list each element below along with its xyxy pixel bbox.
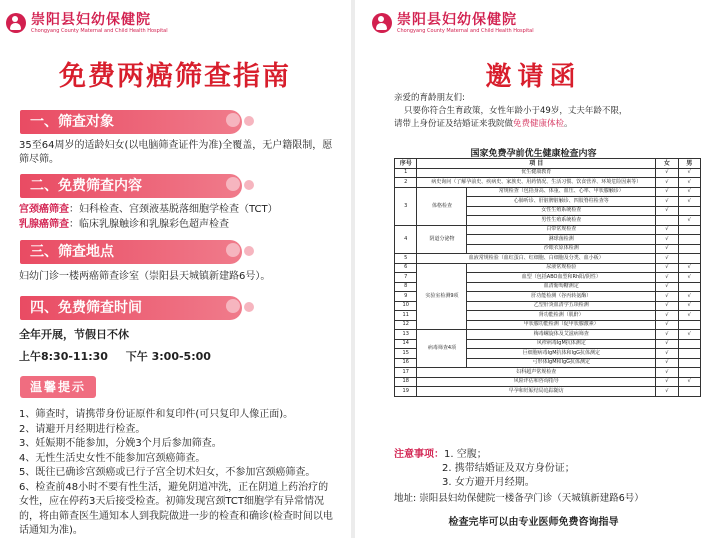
hospital-name-en: Chongyang County Maternal and Child Health Hospital [31,27,168,34]
male-check [678,387,700,397]
tip-item: 5、既往已确诊宫颈癌或已行子宫全切术妇女，不参加宫颈癌筛查。 [19,467,316,478]
decorative-circle-icon [226,299,240,313]
decorative-circle-icon [226,113,240,127]
table-row [395,187,701,197]
row-item: 女性生殖系统检查 [467,206,656,216]
row-group: 病毒筛查4项 [417,330,467,368]
hospital-name-en: Chongyang County Maternal and Child Health Hospital [397,27,534,34]
row-item: 血液常规检验（血红蛋白、红细胞、白细胞及分类、血小板） [417,254,656,264]
row-number: 5 [395,254,417,264]
intro-line-1: 只要你符合生育政策，女性年龄小于49岁，丈夫年龄不限， [404,106,628,116]
row-group: 实验室检测9项 [417,263,467,330]
exam-items-table [394,158,701,397]
row-item: 心肺听诊、肝脏脾脏触诊、四肢脊柱检查等 [467,197,656,207]
header-item: 项 目 [417,159,656,169]
hospital-logo-icon [372,13,392,33]
panel-divider [351,0,355,538]
female-check: √ [656,301,678,311]
female-check: √ [656,387,678,397]
tips-banner: 温馨提示 [20,376,96,398]
target-text: 35至64周岁的适龄妇女(以电脑筛查证件为准)全覆盖，无户籍限制，愿筛尽筛。 [19,140,333,165]
female-check: √ [656,292,678,302]
row-number: 18 [395,377,417,387]
male-check: √ [678,168,700,178]
table-row [395,368,701,378]
female-check: √ [656,254,678,264]
row-item: 乙型肝炎血清学五项检测 [467,301,656,311]
male-check [678,368,700,378]
row-item: 淋球菌检测 [467,235,656,245]
section-target-header: 一、筛查对象 [20,110,242,134]
male-check: √ [678,292,700,302]
screening-guide-panel [0,0,350,538]
schedule-hours [19,350,337,364]
row-number: 11 [395,311,417,321]
greeting: 亲爱的育龄朋友们: [394,93,465,103]
female-check: √ [656,178,678,188]
cervical-detail: ：妇科检查、宫颈液基脱落细胞学检查（TCT） [69,204,278,215]
invitation-panel [356,0,711,538]
section-location-header: 三、筛查地点 [20,240,242,264]
female-check: √ [656,282,678,292]
table-row [395,330,701,340]
hospital-brand [6,8,168,38]
tip-item: 1、筛查时，请携带身份证原件和复印件(可只复印人像正面)。 [19,409,294,420]
male-check [678,235,700,245]
row-item: 常规检查（包括身高、体重、血压、心率、甲状腺触诊） [467,187,656,197]
row-number: 3 [395,187,417,225]
row-number: 15 [395,349,417,359]
section-content-header: 二、免费筛查内容 [20,174,242,198]
table-header-row [395,159,701,169]
table-row [395,377,701,387]
row-item: 白带常规检查 [467,225,656,235]
male-check [678,244,700,254]
row-item: 尿液常规检验 [467,263,656,273]
invitation-title: 邀请函 [485,62,582,92]
female-check: √ [656,377,678,387]
row-item: 妇科超声常规检查 [417,368,656,378]
decorative-circle-icon [244,302,254,312]
row-item: 肾功能检测（肌酐） [467,311,656,321]
male-check [678,349,700,359]
female-check: √ [656,235,678,245]
male-check: √ [678,263,700,273]
hospital-brand [372,8,534,38]
note-item: 3. 女方避开月经期。 [442,477,535,488]
note-item: 2. 携带结婚证及双方身份证； [442,463,575,474]
female-check: √ [656,320,678,330]
row-number: 17 [395,368,417,378]
address-text: 地址: 崇阳县妇幼保健院一楼备孕门诊（天城镇新建路6号） [394,493,644,504]
male-check [678,225,700,235]
tip-item: 3、妊娠期不能参加，分娩3个月后参加筛查。 [19,438,222,449]
male-check: √ [678,377,700,387]
hospital-name: 崇阳县妇幼保健院 [31,11,151,28]
tip-item: 4、无性生活史女性不能参加宫颈癌筛查。 [19,452,206,464]
intro-highlight: 免费健康体检 [513,119,565,129]
row-number: 8 [395,282,417,292]
row-number: 2 [395,178,417,188]
breast-detail: ：临床乳腺触诊和乳腺彩色超声检查 [69,219,229,230]
breast-screening-text [19,218,337,232]
female-check: √ [656,168,678,178]
female-check: √ [656,330,678,340]
table-row [395,178,701,188]
male-check: √ [678,330,700,340]
female-check: √ [656,311,678,321]
section-time-header: 四、免费筛查时间 [20,296,242,320]
male-check [678,282,700,292]
female-check: √ [656,187,678,197]
footer-text: 检查完毕可以由专业医师免费咨询指导 [448,517,619,528]
male-check [678,254,700,264]
male-check [678,206,700,216]
cervical-screening-text [19,203,337,217]
header-no: 序号 [395,159,417,169]
row-item: 甲状腺功能检测（促甲状腺激素） [467,320,656,330]
guide-title: 免费两癌筛查指南 [59,61,291,92]
row-number: 16 [395,358,417,368]
female-check: √ [656,197,678,207]
row-item: 病史询问（了解孕前史、疾病史、家族史、用药情况、生活习惯、饮食营养、环境危险因素等） [417,178,656,188]
table-row [395,387,701,397]
table-title: 国家免费孕前优生健康检查内容 [470,149,597,159]
row-number: 6 [395,263,417,273]
row-item: 早孕和妊娠结局追踪随访 [417,387,656,397]
hospital-name: 崇阳县妇幼保健院 [397,11,517,28]
table-row [395,225,701,235]
decorative-circle-icon [244,246,254,256]
row-item: 血清葡萄糖测定 [467,282,656,292]
decorative-circle-icon [226,243,240,257]
female-check: √ [656,349,678,359]
cervical-label: 宫颈癌筛查 [19,204,69,215]
male-check: √ [678,197,700,207]
male-check: √ [678,178,700,188]
note-item: 1. 空腹； [444,449,487,460]
female-check [656,216,678,226]
male-check: √ [678,216,700,226]
intro-end: 。 [564,119,573,129]
schedule-line: 全年开展，节假日不休 [19,328,129,341]
row-number: 19 [395,387,417,397]
row-item: 风疹病毒IgM抗体测定 [467,339,656,349]
row-number: 4 [395,225,417,254]
row-item: 沙眼衣原体检测 [467,244,656,254]
hospital-logo-icon [6,13,26,33]
row-item: 弓形体IgM和IgG抗体测定 [467,358,656,368]
female-check: √ [656,273,678,283]
row-number: 13 [395,330,417,340]
female-check: √ [656,368,678,378]
row-number: 10 [395,301,417,311]
female-check: √ [656,339,678,349]
header-female: 女 [656,159,678,169]
notes-block [394,448,704,490]
breast-label: 乳腺癌筛查 [19,219,69,230]
female-check: √ [656,225,678,235]
row-item: 血型（包括ABO血型和Rh阳/阴性） [467,273,656,283]
row-number: 12 [395,320,417,330]
row-item: 巨细胞病毒IgM抗体和IgG抗体测定 [467,349,656,359]
notes-label: 注意事项： [394,449,444,460]
tip-item: 6、检查前48小时不要有性生活，避免阴道冲洗，正在阴道上药治疗的女性，应在停药3天后接受检查。初筛发现宫颈TCT细胞学有异常情况的，将由筛查医生通知本人到我院做进一步的检查和确诊(检查时间以电话通知为准)。 [19,481,333,536]
decorative-circle-icon [244,180,254,190]
male-check: √ [678,311,700,321]
table-row [395,263,701,273]
decorative-circle-icon [226,177,240,191]
intro-text: 请带上身份证及结婚证来我院做 [394,119,514,129]
male-check: √ [678,273,700,283]
row-item: 男性生殖系统检查 [467,216,656,226]
tip-item: 2、请避开月经期进行检查。 [19,423,146,435]
table-row [395,168,701,178]
male-check: √ [678,187,700,197]
row-group: 体格检查 [417,187,467,225]
header-male: 男 [678,159,700,169]
male-check [678,320,700,330]
female-check: √ [656,358,678,368]
row-subgroup: 阴道分泌物 [417,225,467,254]
row-number: 9 [395,292,417,302]
row-item: 梅毒螺旋体及艾滋病筛查 [467,330,656,340]
intro-line-2 [394,118,704,130]
row-item: 优生健康教育 [417,168,656,178]
tips-list [19,408,337,538]
row-number: 14 [395,339,417,349]
male-check [678,339,700,349]
afternoon-hours: 下午 3:00-5:00 [125,350,211,363]
male-check: √ [678,301,700,311]
morning-hours: 上午8:30-11:30 [19,350,108,363]
male-check [678,358,700,368]
row-number: 7 [395,273,417,283]
female-check: √ [656,263,678,273]
table-row [395,254,701,264]
row-number: 1 [395,168,417,178]
row-item: 肝功能检测（谷丙转氨酶） [467,292,656,302]
row-item: 风险评估和咨询指导 [417,377,656,387]
female-check: √ [656,244,678,254]
location-text: 妇幼门诊一楼两癌筛查诊室（崇阳县天城镇新建路6号）。 [19,271,271,282]
decorative-circle-icon [244,116,254,126]
female-check: √ [656,206,678,216]
